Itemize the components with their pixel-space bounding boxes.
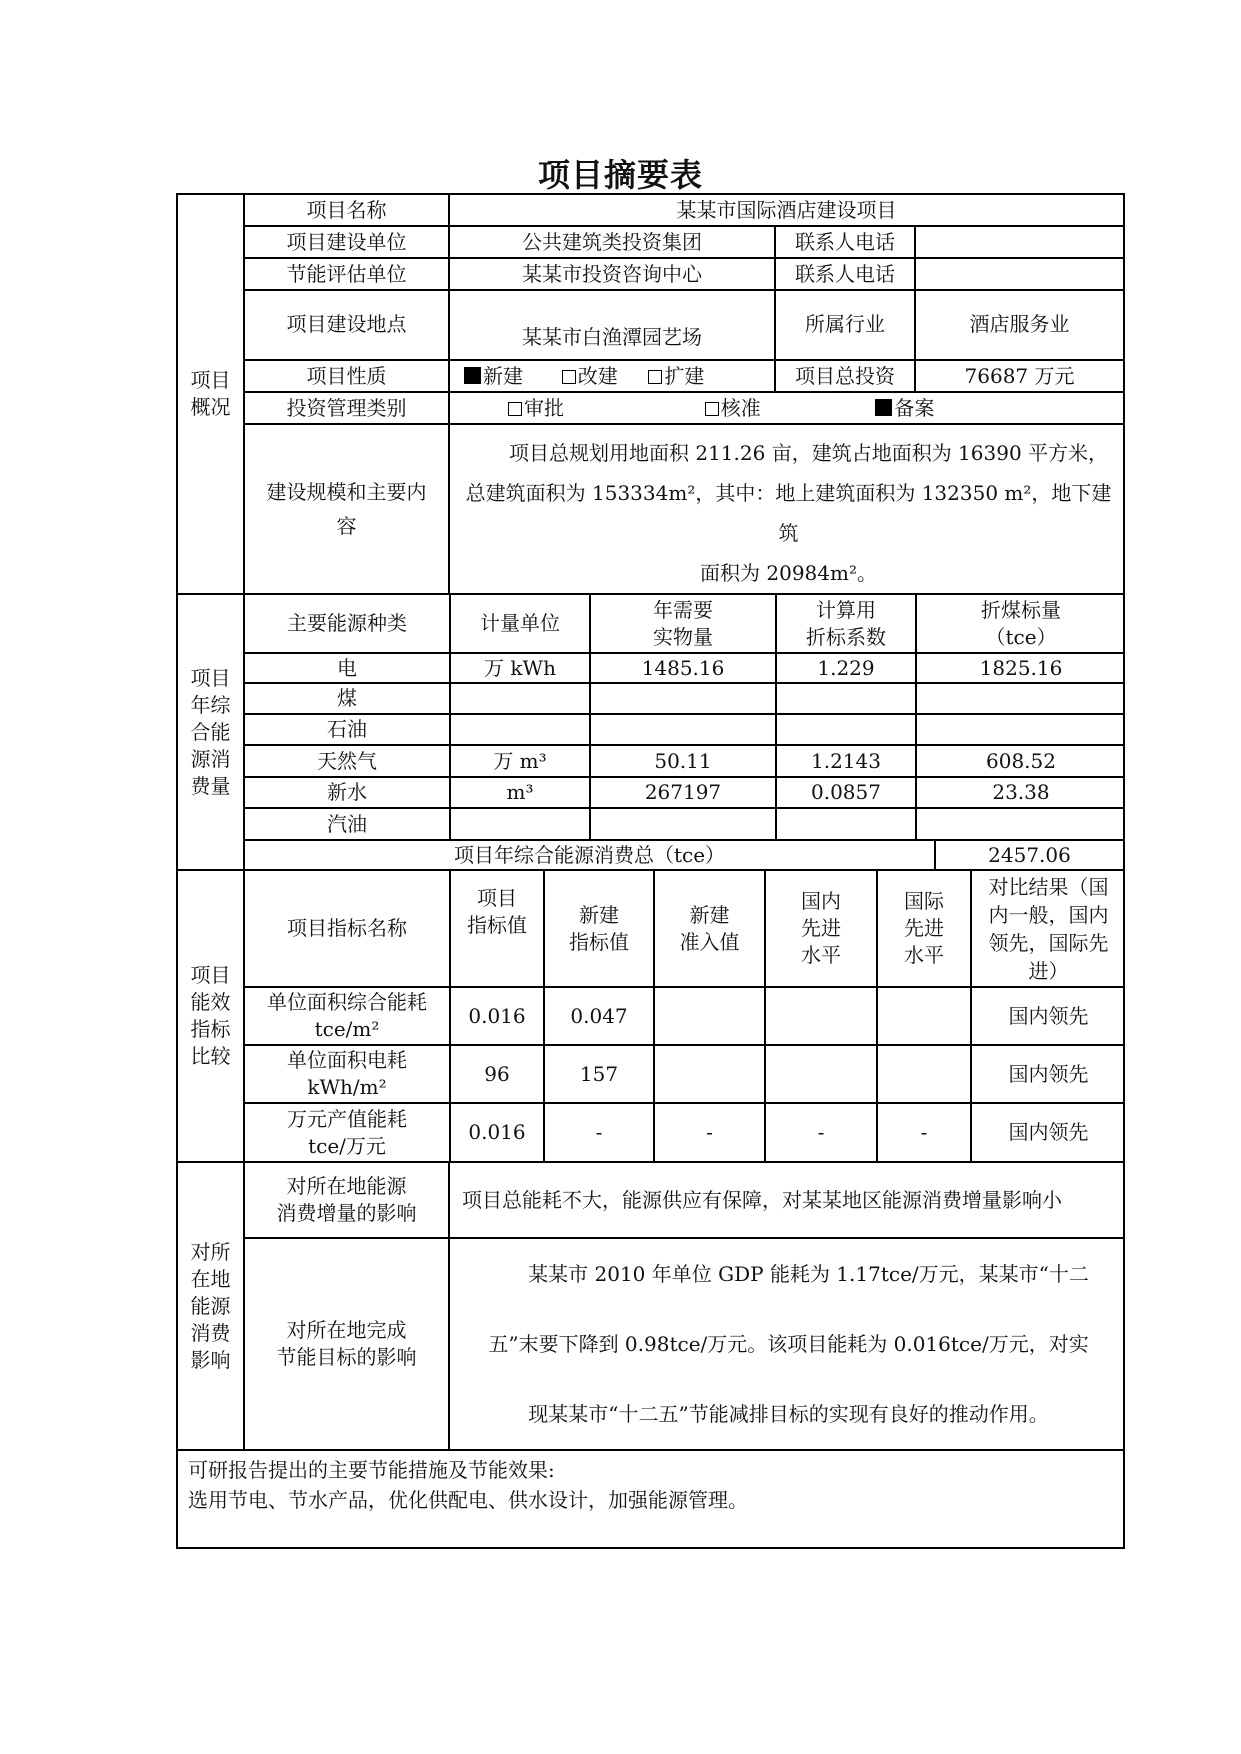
measures-text: 选用节电、节水产品，优化供配电、供水设计，加强能源管理。: [188, 1488, 748, 1512]
checkbox-rebuild-icon[interactable]: [562, 370, 576, 384]
eff-cell: [877, 1045, 971, 1103]
impact-target-paragraph-2: 五”末要下降到 0.98tce/万元。该项目能耗为 0.016tce/万元，对实: [488, 1332, 1089, 1356]
energy-header-tce: 折煤标量 （tce）: [916, 595, 1124, 653]
eff-cell: -: [877, 1103, 971, 1161]
energy-cell: 万 m³: [450, 745, 590, 777]
eff-cell: [765, 987, 877, 1045]
section-energy: 项目 年综 合能 源消 费量: [177, 594, 244, 870]
energy-cell: [590, 808, 776, 839]
checkbox-new-icon[interactable]: [464, 367, 481, 384]
energy-cell: [450, 808, 590, 839]
eff-header-value: 项目 指标值: [450, 871, 544, 987]
efficiency-table: [245, 871, 1124, 1161]
energy-cell: 汽油: [245, 808, 450, 839]
eff-cell: 国内领先: [971, 987, 1124, 1045]
checkbox-verify-icon[interactable]: [705, 402, 719, 416]
evaluator-label: 节能评估单位: [244, 258, 449, 290]
eff-cell: 国内领先: [971, 1045, 1124, 1103]
builder-label: 项目建设单位: [244, 226, 449, 258]
energy-cell: [916, 683, 1124, 714]
impact-target-paragraph-3: 现某某市“十二五”节能减排目标的实现有良好的推动作用。: [528, 1402, 1049, 1426]
energy-cell: 天然气: [245, 745, 450, 777]
eff-cell: 0.047: [544, 987, 654, 1045]
energy-row: [245, 683, 1124, 714]
energy-cell: 23.38: [916, 777, 1124, 808]
eff-cell: 万元产值能耗 tce/万元: [245, 1103, 450, 1161]
energy-cell: [916, 808, 1124, 839]
page-title: 项目摘要表: [537, 156, 703, 194]
eff-header-result: 对比结果（国 内一般，国内 领先，国际先 进）: [971, 871, 1124, 987]
eff-cell: 0.016: [450, 987, 544, 1045]
energy-header-unit: 计量单位: [450, 595, 590, 653]
eff-header-name: 项目指标名称: [245, 871, 450, 987]
energy-cell: [590, 683, 776, 714]
project-name-value: 某某市国际酒店建设项目: [449, 194, 1124, 226]
energy-cell: 1.229: [776, 653, 916, 683]
energy-cell: [590, 714, 776, 745]
option-new-label: 新建: [483, 363, 523, 388]
checkbox-expand-icon[interactable]: [648, 370, 662, 384]
industry-label: 所属行业: [775, 290, 915, 360]
eff-header-domestic: 国内 先进 水平: [765, 871, 877, 987]
efficiency-table-cell: [244, 870, 1124, 1162]
nature-label: 项目性质: [244, 360, 449, 392]
energy-row: [245, 745, 1124, 777]
energy-cell: 新水: [245, 777, 450, 808]
eff-cell: 157: [544, 1045, 654, 1103]
contact-value-1: [915, 226, 1124, 258]
energy-cell: 电: [245, 653, 450, 683]
checkbox-record-icon[interactable]: [875, 399, 892, 416]
energy-cell: 1.2143: [776, 745, 916, 777]
energy-cell: 1485.16: [590, 653, 776, 683]
contact-label-1: 联系人电话: [775, 226, 915, 258]
energy-header-type: 主要能源种类: [245, 595, 450, 653]
location-label: 项目建设地点: [244, 290, 449, 360]
energy-cell: m³: [450, 777, 590, 808]
impact-target-content: [449, 1238, 1124, 1450]
energy-cell: [450, 714, 590, 745]
energy-total-value: 2457.06: [935, 840, 1124, 870]
energy-cell: 万 kWh: [450, 653, 590, 683]
eff-cell: -: [544, 1103, 654, 1161]
energy-cell: 0.0857: [776, 777, 916, 808]
scale-paragraph-2: 总建筑面积为 153334m²，其中：地上建筑面积为 132350 m²，地下建筑: [465, 481, 1112, 545]
eff-cell: -: [765, 1103, 877, 1161]
section-overview: 项目 概况: [177, 194, 244, 594]
eff-cell: 国内领先: [971, 1103, 1124, 1161]
measures-heading: 可研报告提出的主要节能措施及节能效果:: [188, 1458, 555, 1482]
option-record-label: 备案: [894, 395, 935, 420]
energy-cell: [776, 714, 916, 745]
eff-cell: [877, 987, 971, 1045]
nature-options: [449, 360, 775, 392]
scale-content: [449, 424, 1124, 594]
eff-cell: 96: [450, 1045, 544, 1103]
industry-value: 酒店服务业: [915, 290, 1124, 360]
energy-header-coefficient: 计算用 折标系数: [776, 595, 916, 653]
mgmt-options: [449, 392, 1124, 424]
energy-cell: 煤: [245, 683, 450, 714]
energy-table: [245, 595, 1124, 839]
eff-header-new-admission: 新建 准入值: [654, 871, 765, 987]
impact-target-paragraph-1: 某某市 2010 年单位 GDP 能耗为 1.17tce/万元，某某市“十二: [528, 1262, 1089, 1286]
project-name-label: 项目名称: [244, 194, 449, 226]
eff-header-new-value: 新建 指标值: [544, 871, 654, 987]
energy-cell: [776, 683, 916, 714]
investment-label: 项目总投资: [775, 360, 915, 392]
eff-cell: 单位面积综合能耗 tce/m²: [245, 987, 450, 1045]
energy-cell: [776, 808, 916, 839]
impact-increment-text: 项目总能耗不大，能源供应有保障，对某某地区能源消费增量影响小: [449, 1162, 1124, 1238]
efficiency-row: [245, 987, 1124, 1045]
section-impact: 对所 在地 能源 消费 影响: [177, 1162, 244, 1450]
energy-row: [245, 777, 1124, 808]
energy-header-amount: 年需要 实物量: [590, 595, 776, 653]
energy-cell: [450, 683, 590, 714]
energy-cell: 50.11: [590, 745, 776, 777]
energy-cell: 1825.16: [916, 653, 1124, 683]
scale-paragraph-3: 面积为 20984m²。: [700, 561, 877, 585]
mgmt-label: 投资管理类别: [244, 392, 449, 424]
impact-increment-label: 对所在地能源 消费增量的影响: [244, 1162, 449, 1238]
checkbox-approve-icon[interactable]: [508, 402, 522, 416]
energy-row: [245, 714, 1124, 745]
eff-cell: 单位面积电耗 kWh/m²: [245, 1045, 450, 1103]
eff-cell: [654, 987, 765, 1045]
energy-cell: 608.52: [916, 745, 1124, 777]
efficiency-row: [245, 1103, 1124, 1161]
eff-cell: [765, 1045, 877, 1103]
option-approve-label: 审批: [524, 395, 564, 420]
project-summary-table: [176, 193, 1125, 1549]
contact-value-2: [915, 258, 1124, 290]
energy-row: [245, 808, 1124, 839]
energy-cell: 267197: [590, 777, 776, 808]
option-rebuild-label: 改建: [577, 363, 618, 388]
scale-label: 建设规模和主要内容: [244, 424, 449, 594]
eff-header-international: 国际 先进 水平: [877, 871, 971, 987]
section-efficiency: 项目 能效 指标 比较: [177, 870, 244, 1162]
energy-total-label: 项目年综合能源消费总（tce）: [244, 840, 935, 870]
eff-cell: -: [654, 1103, 765, 1161]
energy-cell: [916, 714, 1124, 745]
scale-paragraph-1: 项目总规划用地面积 211.26 亩，建筑占地面积为 16390 平方米，: [509, 441, 1109, 465]
evaluator-value: 某某市投资咨询中心: [449, 258, 775, 290]
investment-value: 76687 万元: [915, 360, 1124, 392]
contact-label-2: 联系人电话: [775, 258, 915, 290]
option-verify-label: 核准: [720, 395, 761, 420]
efficiency-row: [245, 1045, 1124, 1103]
impact-target-label: 对所在地完成 节能目标的影响: [244, 1238, 449, 1450]
builder-value: 公共建筑类投资集团: [449, 226, 775, 258]
eff-cell: [654, 1045, 765, 1103]
measures-cell: [177, 1450, 1124, 1548]
energy-row: [245, 653, 1124, 683]
option-expand-label: 扩建: [664, 363, 705, 388]
energy-table-cell: [244, 594, 1124, 840]
energy-cell: 石油: [245, 714, 450, 745]
location-value: 某某市白渔潭园艺场: [449, 290, 775, 360]
eff-cell: 0.016: [450, 1103, 544, 1161]
